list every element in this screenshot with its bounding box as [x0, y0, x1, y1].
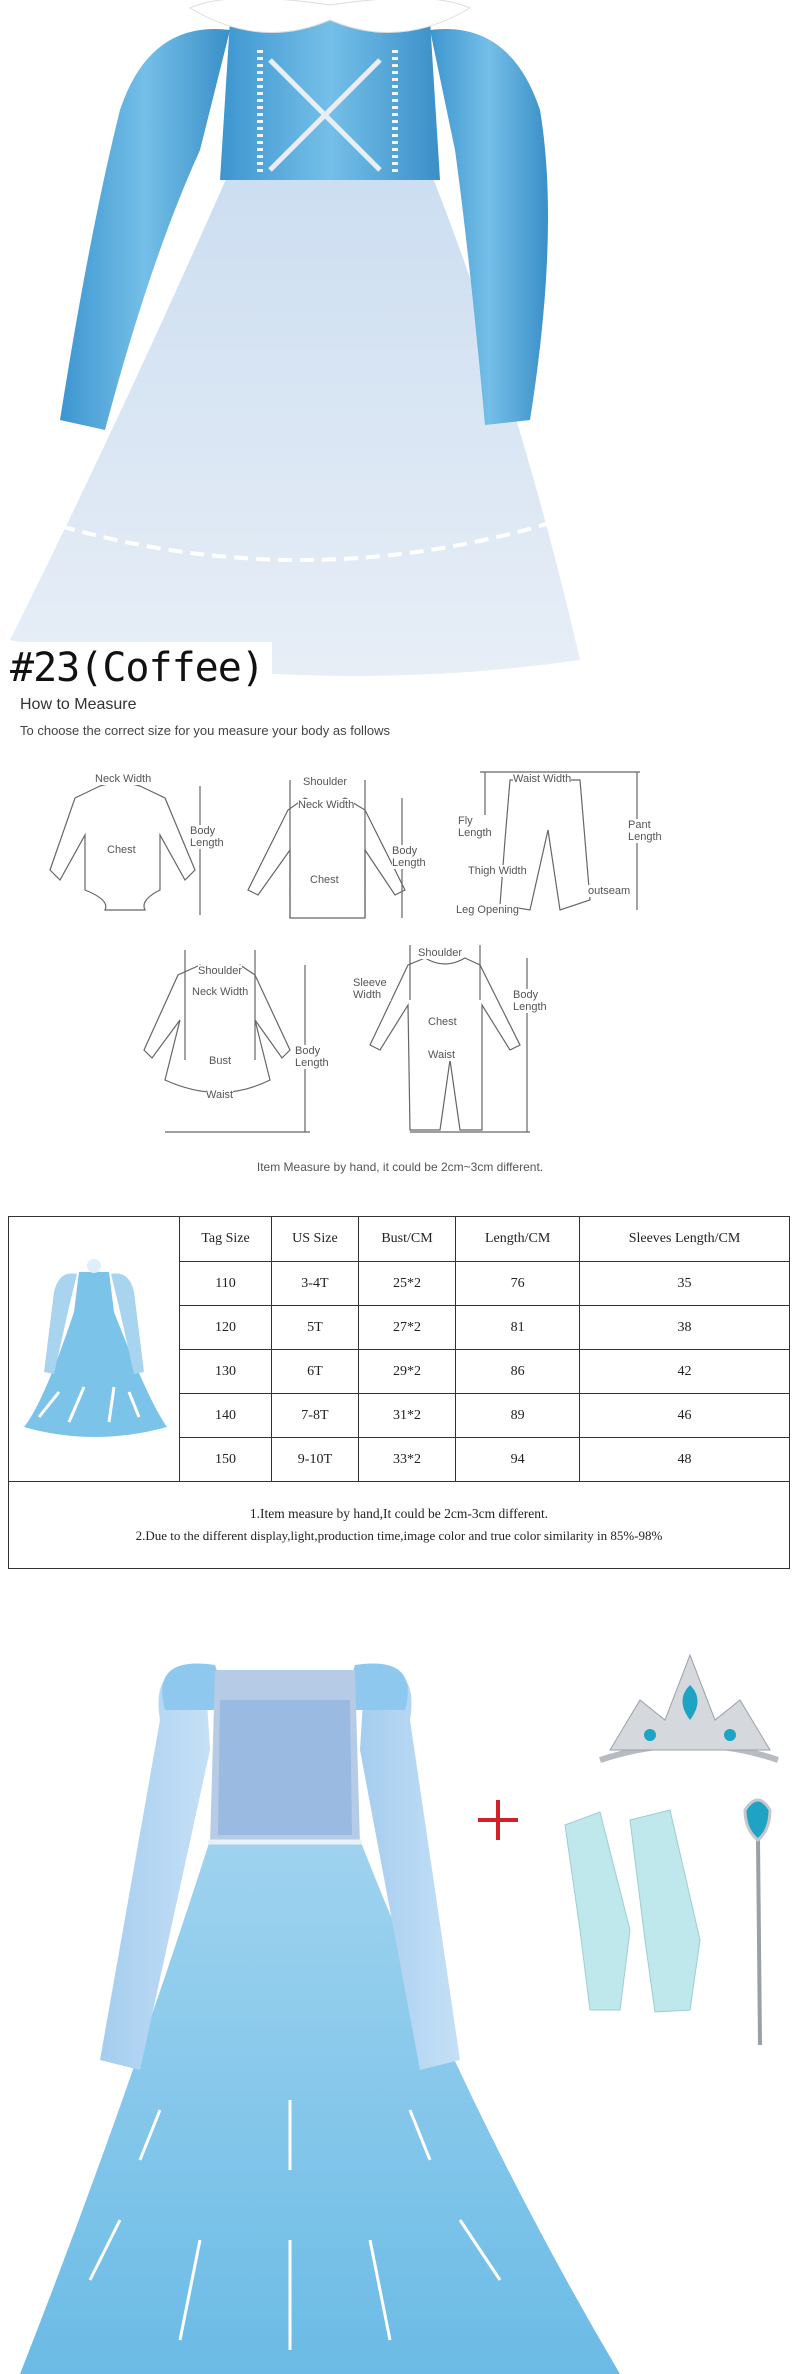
cell-length: 86: [456, 1350, 580, 1394]
cell-tag-size: 140: [180, 1394, 272, 1438]
gloves-image: [565, 1810, 700, 2012]
cell-length: 76: [456, 1262, 580, 1306]
cell-us-size: 3-4T: [272, 1262, 359, 1306]
cell-us-size: 5T: [272, 1306, 359, 1350]
cell-bust: 25*2: [358, 1262, 456, 1306]
measure-subtitle: To choose the correct size for you measure your body as follows: [20, 723, 390, 738]
cell-sleeves: 42: [580, 1350, 790, 1394]
cell-sleeves: 48: [580, 1438, 790, 1482]
cell-us-size: 9-10T: [272, 1438, 359, 1482]
header-us-size: US Size: [272, 1217, 359, 1262]
dress-neck-width-label: Neck Width: [192, 986, 249, 998]
measure-diagrams: [0, 760, 800, 1150]
header-tag-size: Tag Size: [180, 1217, 272, 1262]
cell-us-size: 7-8T: [272, 1394, 359, 1438]
romper-shoulder-label: Shoulder: [418, 947, 463, 959]
romper-sleeve-width-label: Sleeve Width: [353, 977, 391, 1001]
pants-pant-length-label: Pant Length: [628, 819, 668, 843]
size-chart-table: [8, 1216, 790, 1569]
variant-label: #23(Coffee): [6, 642, 272, 694]
cell-tag-size: 130: [180, 1350, 272, 1394]
header-length: Length/CM: [456, 1217, 580, 1262]
dress-thumbnail-image: [19, 1252, 169, 1442]
dress-waist-label: Waist: [206, 1089, 234, 1101]
bodysuit-chest-label: Chest: [107, 844, 136, 856]
cell-tag-size: 120: [180, 1306, 272, 1350]
cell-bust: 33*2: [358, 1438, 456, 1482]
bodysuit-neck-width-label: Neck Width: [95, 773, 152, 785]
plus-icon: [478, 1800, 518, 1840]
pants-waist-width-label: Waist Width: [513, 773, 572, 785]
note-1: 1.Item measure by hand,It could be 2cm-3cm different.: [249, 1506, 549, 1521]
pants-thigh-width-label: Thigh Width: [468, 865, 527, 877]
cell-sleeves: 35: [580, 1262, 790, 1306]
dress-body-length-label: Body Length: [295, 1045, 335, 1069]
note-2: 2.Due to the different display,light,production time,image color and true color similarity in 85%-98%: [135, 1528, 663, 1543]
cell-sleeves: 38: [580, 1306, 790, 1350]
cell-bust: 27*2: [358, 1306, 456, 1350]
dress-photo-top: [0, 0, 800, 700]
table-dress-thumbnail: [9, 1217, 180, 1482]
dress-bust-label: Bust: [209, 1055, 232, 1067]
sweater-neck-width-label: Neck Width: [298, 799, 355, 811]
dress-image: [20, 1663, 620, 2374]
bodysuit-body-length-label: Body Length: [190, 825, 230, 849]
pants-leg-opening-label: Leg Opening: [456, 904, 519, 916]
measure-title: How to Measure: [20, 696, 137, 713]
dress-shoulder-label: Shoulder: [198, 965, 243, 977]
tiara-image: [600, 1655, 778, 1760]
pants-fly-length-label: Fly Length: [458, 815, 496, 839]
sweater-body-length-label: Body Length: [392, 845, 432, 869]
sweater-chest-label: Chest: [310, 874, 339, 886]
measure-footnote: Item Measure by hand, it could be 2cm~3cm different.: [256, 1160, 544, 1174]
cell-tag-size: 150: [180, 1438, 272, 1482]
header-bust: Bust/CM: [358, 1217, 456, 1262]
cell-length: 94: [456, 1438, 580, 1482]
romper-waist-label: Waist: [428, 1049, 456, 1061]
sweater-shoulder-label: Shoulder: [303, 776, 348, 788]
cell-us-size: 6T: [272, 1350, 359, 1394]
cell-bust: 29*2: [358, 1350, 456, 1394]
table-header-row: [9, 1217, 790, 1262]
header-sleeves-length: Sleeves Length/CM: [580, 1217, 790, 1262]
cell-tag-size: 110: [180, 1262, 272, 1306]
wand-image: [745, 1800, 770, 2045]
cell-bust: 31*2: [358, 1394, 456, 1438]
table-notes-row: [9, 1482, 790, 1569]
table-notes: [9, 1482, 790, 1569]
cell-length: 89: [456, 1394, 580, 1438]
cell-sleeves: 46: [580, 1394, 790, 1438]
cell-length: 81: [456, 1306, 580, 1350]
dress-set-photo: [0, 1640, 800, 2374]
romper-body-length-label: Body Length: [513, 989, 553, 1013]
romper-chest-label: Chest: [428, 1016, 457, 1028]
pants-outseam-label: outseam: [588, 885, 631, 897]
